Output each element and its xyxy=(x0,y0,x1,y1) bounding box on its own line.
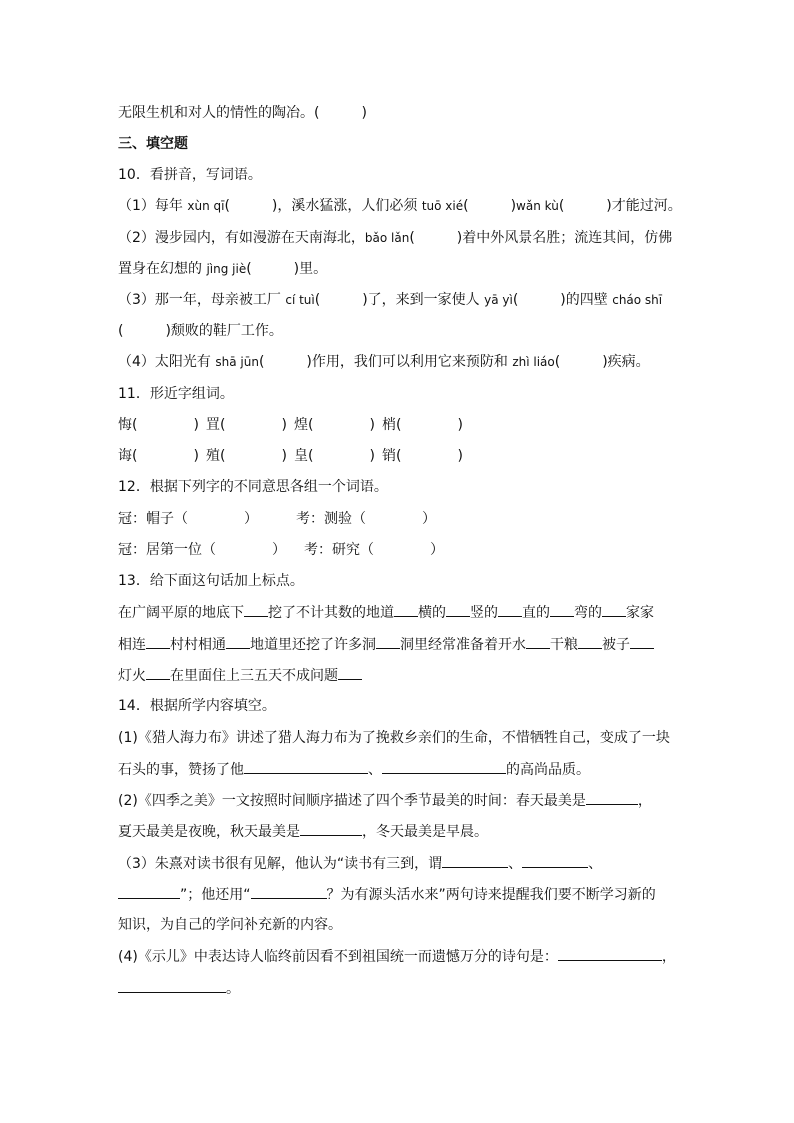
q14-item-3 xyxy=(118,854,602,873)
word-item[interactable]: 殖( ) xyxy=(206,448,287,464)
punct-blank[interactable] xyxy=(578,635,602,649)
q13-line-1 xyxy=(118,603,654,622)
word-item[interactable]: 考：测验（ ） xyxy=(296,511,436,527)
text: (4)《示儿》中表达诗人临终前因看不到祖国统一而遗憾万分的诗句是： xyxy=(118,949,558,965)
q12-row-1 xyxy=(118,510,436,528)
punct-blank[interactable] xyxy=(376,635,400,649)
q13-line-3 xyxy=(118,666,362,685)
punct-blank[interactable] xyxy=(338,666,362,680)
intro-line: 无限生机和对人的情性的陶冶。( ) xyxy=(118,105,367,121)
text: 横的 xyxy=(418,605,446,621)
answer-blank[interactable]: ( ) xyxy=(463,198,517,214)
punct-blank[interactable] xyxy=(602,603,626,617)
q14-item-4-cont xyxy=(118,979,240,998)
q11-row-1 xyxy=(118,416,470,434)
text: （3）那一年，母亲被工厂 xyxy=(118,292,286,308)
q14-item-3-cont xyxy=(118,885,656,904)
text: 的高尚品质。 xyxy=(506,762,590,778)
word-item[interactable]: 煌( ) xyxy=(294,417,375,433)
answer-blank[interactable]: ( )的四壁 xyxy=(512,292,613,308)
text: 弯的 xyxy=(574,605,602,621)
answer-blank[interactable]: ( )了，来到一家使人 xyxy=(314,292,485,308)
punct-blank[interactable] xyxy=(526,635,550,649)
punct-blank[interactable] xyxy=(630,635,654,649)
text: 在广阔平原的地底下 xyxy=(118,605,244,621)
q14-item-1-cont xyxy=(118,760,590,779)
q12-title: 12．根据下列字的不同意思各组一个词语。 xyxy=(118,479,388,495)
q10-item-2 xyxy=(118,229,672,247)
pinyin: shā jūn xyxy=(215,355,259,369)
q14-item-1: (1)《猎人海力布》讲述了猎人海力布为了挽救乡亲们的生命，不惜牺牲自己，变成了一块 xyxy=(118,730,670,746)
answer-blank[interactable] xyxy=(558,947,662,961)
text: 置身在幻想的 xyxy=(118,261,207,277)
pinyin: wǎn kù xyxy=(516,199,559,213)
q10-item-4 xyxy=(118,353,650,371)
text: （4）太阳光有 xyxy=(118,354,216,370)
answer-blank[interactable] xyxy=(522,854,588,868)
pinyin: xùn qī xyxy=(187,199,225,213)
punct-blank[interactable] xyxy=(146,635,170,649)
pinyin: jìng jiè xyxy=(206,262,247,276)
word-item[interactable]: 诲( ) xyxy=(118,448,199,464)
q14-title: 14．根据所学内容填空。 xyxy=(118,698,276,714)
q13-line-2 xyxy=(118,635,654,654)
text: ， xyxy=(637,793,652,809)
answer-blank[interactable]: ( )里。 xyxy=(246,261,328,277)
pinyin: zhì liáo xyxy=(512,355,555,369)
answer-blank[interactable]: ( )疾病。 xyxy=(554,354,650,370)
text: （3）朱熹对读书很有见解，他认为“读书有三到，谓 xyxy=(118,856,443,872)
text: 相连 xyxy=(118,637,146,653)
text: （1）每年 xyxy=(118,198,188,214)
text: 村村相通 xyxy=(170,637,226,653)
text: 、 xyxy=(508,856,523,872)
pinyin: cí tuì xyxy=(285,293,315,307)
word-item[interactable]: 冠：帽子（ ） xyxy=(118,511,258,527)
text: 洞里经常准备着开水 xyxy=(400,637,526,653)
q14-item-2-cont xyxy=(118,822,488,841)
text: ”；他还用“ xyxy=(180,887,251,903)
answer-blank[interactable] xyxy=(118,979,226,993)
text: 夏天最美是夜晚，秋天最美是 xyxy=(118,824,300,840)
text: 在里面住上三五天不成问题 xyxy=(170,668,338,684)
punct-blank[interactable] xyxy=(394,603,418,617)
q10-title: 10．看拼音，写词语。 xyxy=(118,167,262,183)
text: 灯火 xyxy=(118,668,146,684)
word-item[interactable]: 冠：居第一位（ ） xyxy=(118,542,286,558)
q11-row-2 xyxy=(118,447,470,465)
text: 家家 xyxy=(626,605,654,621)
q13-title: 13．给下面这句话加上标点。 xyxy=(118,573,304,589)
text: 。 xyxy=(226,981,240,997)
text: 、 xyxy=(368,762,382,778)
punct-blank[interactable] xyxy=(498,603,522,617)
word-item[interactable]: 皇( ) xyxy=(294,448,375,464)
text: ？为有源头活水来”两句诗来提醒我们要不断学习新的 xyxy=(326,887,656,903)
answer-blank[interactable] xyxy=(300,822,362,836)
answer-blank[interactable]: ( )，溪水猛涨，人们必须 xyxy=(224,198,422,214)
pinyin: cháo shī xyxy=(612,293,663,307)
q12-row-2 xyxy=(118,541,444,559)
word-item[interactable]: 罝( ) xyxy=(206,417,287,433)
punct-blank[interactable] xyxy=(446,603,470,617)
word-item[interactable]: 销( ) xyxy=(382,448,463,464)
q10-item-2-cont xyxy=(118,260,327,278)
punct-blank[interactable] xyxy=(244,603,268,617)
text: 被子 xyxy=(602,637,630,653)
word-item[interactable]: 考：研究（ ） xyxy=(304,542,444,558)
answer-blank[interactable]: ( )颓败的鞋厂工作。 xyxy=(118,323,283,339)
text: ，冬天最美是早晨。 xyxy=(362,824,488,840)
text: 、 xyxy=(588,856,603,872)
answer-blank[interactable]: ( )作用，我们可以利用它来预防和 xyxy=(258,354,513,370)
text: 直的 xyxy=(522,605,550,621)
text: ， xyxy=(661,949,676,965)
text: （2）漫步园内，有如漫游在天南海北， xyxy=(118,230,365,246)
punct-blank[interactable] xyxy=(146,666,170,680)
answer-blank[interactable] xyxy=(382,760,506,774)
q10-item-3 xyxy=(118,291,662,309)
text: 干粮 xyxy=(550,637,578,653)
answer-blank[interactable]: ( )才能过河。 xyxy=(558,198,682,214)
answer-blank[interactable] xyxy=(442,854,508,868)
pinyin: bǎo lǎn xyxy=(364,231,410,245)
q14-item-4 xyxy=(118,947,676,966)
answer-blank[interactable] xyxy=(251,885,327,899)
q14-item-3-end: 知识，为自己的学问补充新的内容。 xyxy=(118,917,342,933)
punct-blank[interactable] xyxy=(226,635,250,649)
word-item[interactable]: 梢( ) xyxy=(382,417,463,433)
punct-blank[interactable] xyxy=(550,603,574,617)
text: (2)《四季之美》一文按照时间顺序描述了四个季节最美的时间：春天最美是 xyxy=(118,793,586,809)
answer-blank[interactable] xyxy=(118,885,180,899)
q10-item-3-cont xyxy=(118,322,283,340)
q11-title: 11．形近字组词。 xyxy=(118,386,234,402)
text: 竖的 xyxy=(470,605,498,621)
word-item[interactable]: 悔( ) xyxy=(118,417,199,433)
answer-blank[interactable]: ( )着中外风景名胜；流连其间，仿佛 xyxy=(409,230,673,246)
text: 石头的事，赞扬了他 xyxy=(118,762,244,778)
section-title: 三、填空题 xyxy=(118,136,188,152)
text: 地道里还挖了许多洞 xyxy=(250,637,376,653)
q14-item-2 xyxy=(118,791,652,810)
answer-blank[interactable] xyxy=(586,791,638,805)
pinyin: yā yì xyxy=(484,293,513,307)
pinyin: tuō xié xyxy=(421,199,464,213)
answer-blank[interactable] xyxy=(244,760,368,774)
text: 挖了不计其数的地道 xyxy=(268,605,394,621)
q10-item-1 xyxy=(118,197,682,215)
